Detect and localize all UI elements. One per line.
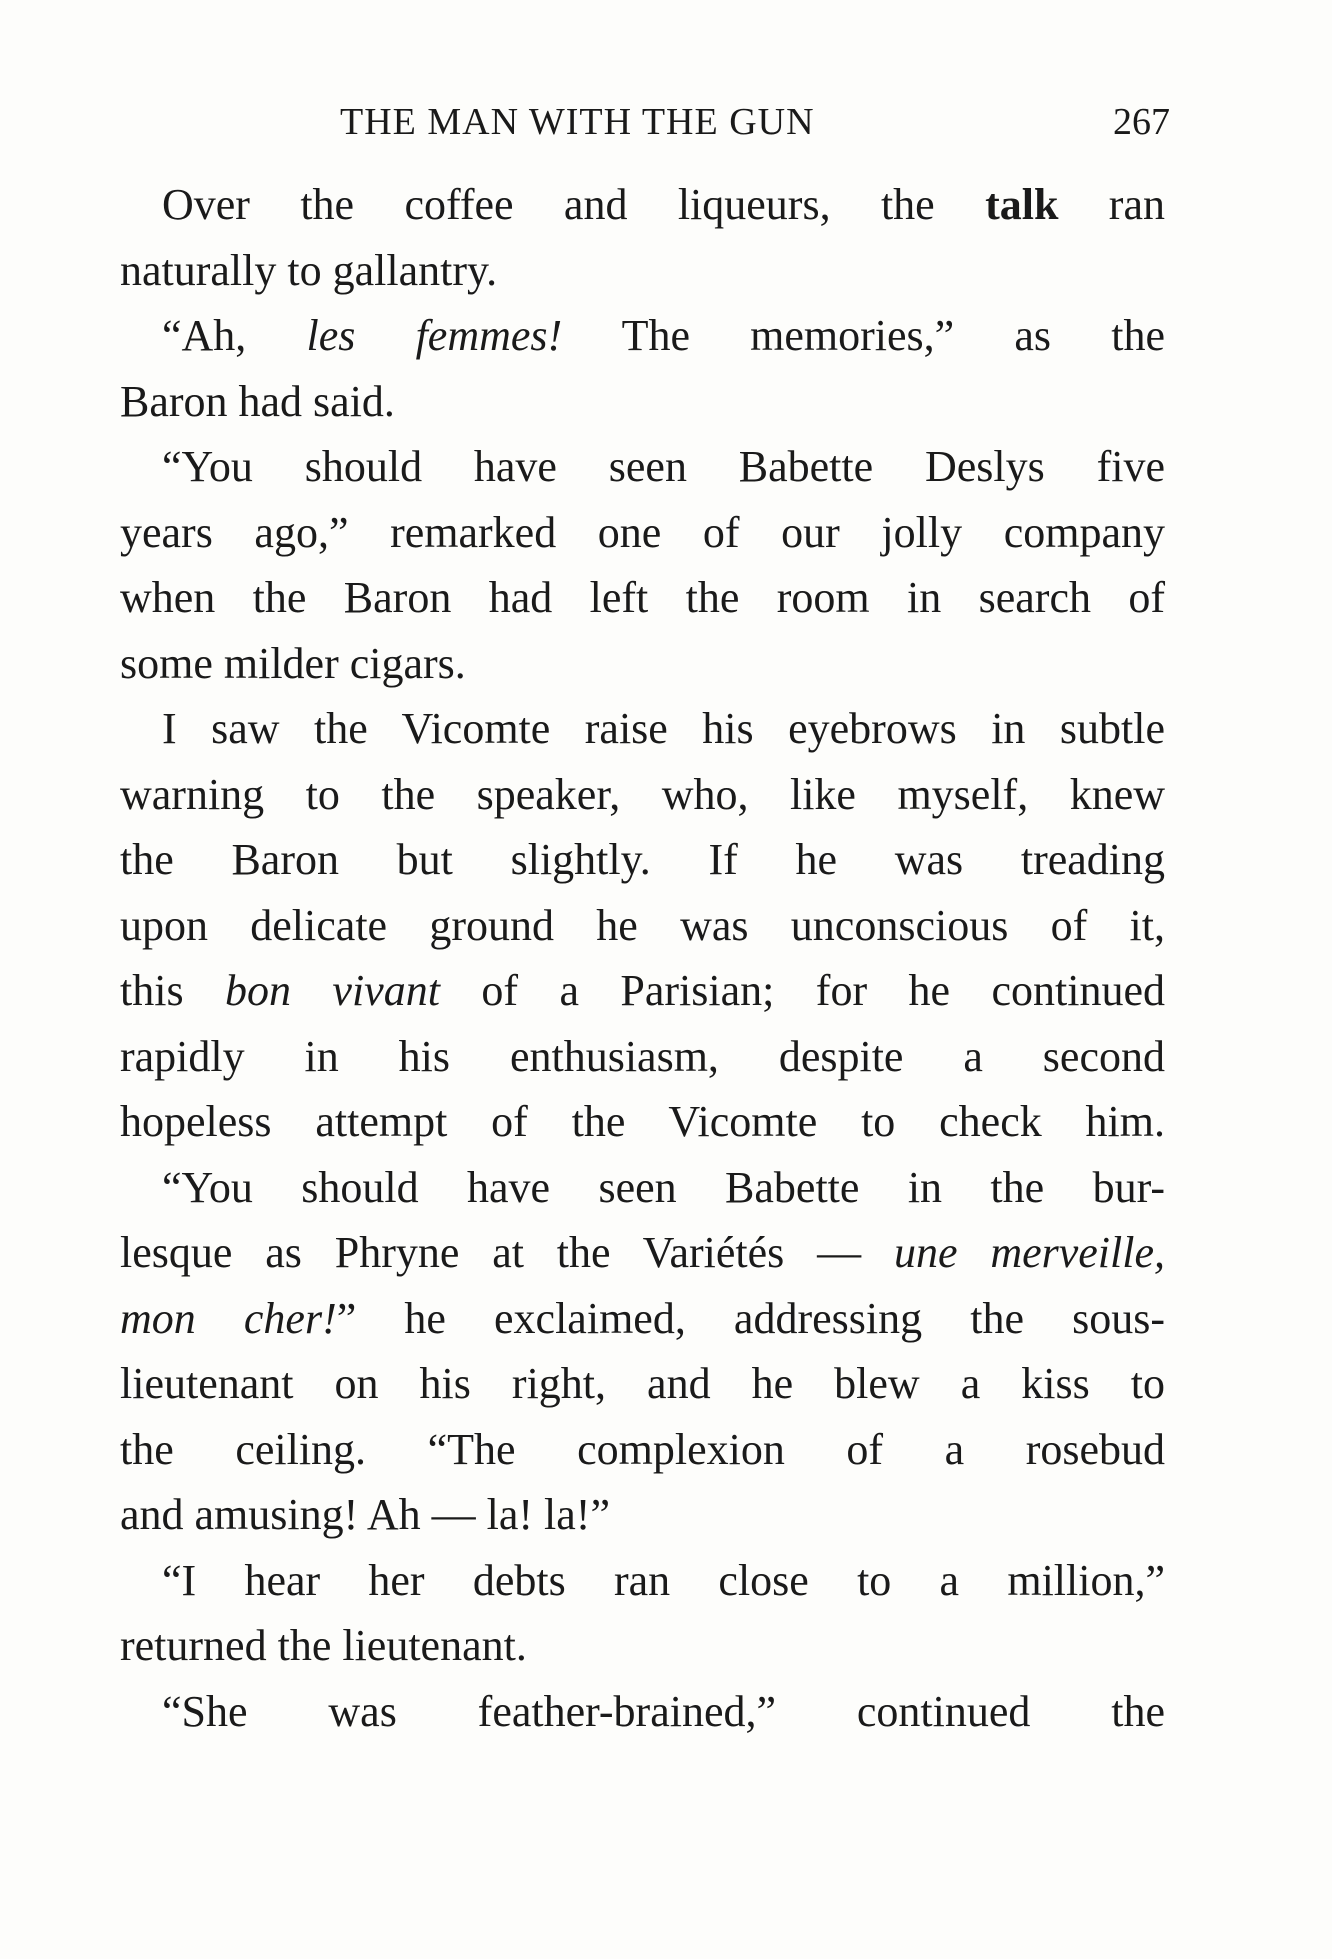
running-head [120,100,1170,160]
text-line: I saw the Vicomte raise his eyebrows in subtle [162,704,1165,753]
text-line: this bon vivant of a Parisian; for he continued [120,966,1165,1015]
text-line: naturally to gallantry. [120,245,498,295]
text-line: “I hear her debts ran close to a million,” [162,1555,1165,1605]
text-line: years ago,” remarked one of our jolly company [120,507,1165,557]
text-line: returned the lieutenant. [120,1621,527,1670]
text-line: lesque as Phryne at the Variétés — une merveille, [120,1228,1166,1277]
running-title: THE MAN WITH THE GUN [340,101,815,143]
text-line: “Ah, les femmes! The memories,” as the [162,311,1165,360]
text-line: mon cher!” he exclaimed, addressing the sous- [120,1293,1166,1343]
text-line: the ceiling. “The complexion of a rosebud [120,1424,1165,1474]
text-line: upon delicate ground he was unconscious of it, [120,900,1165,950]
page-number: 267 [1113,101,1170,143]
text-line: Baron had said. [120,376,395,426]
text-line: Over the coffee and liqueurs, the talk ran [162,180,1165,229]
text-line: lieutenant on his right, and he blew a kiss to [120,1359,1165,1408]
text-line: when the Baron had left the room in search of [120,573,1165,622]
text-line: hopeless attempt of the Vicomte to check him. [120,1097,1165,1146]
text-line: the Baron but slightly. If he was treading [120,835,1165,884]
body-text [120,172,1165,1744]
text-line: warning to the speaker, who, like myself, knew [120,769,1165,819]
text-line: some milder cigars. [120,638,466,688]
text-line: rapidly in his enthusiasm, despite a second [120,1031,1165,1081]
text-line: and amusing! Ah — la! la!” [120,1490,610,1539]
text-line: “You should have seen Babette in the bur- [162,1162,1165,1212]
text-line: “She was feather-brained,” continued the [162,1686,1165,1736]
text-line: “You should have seen Babette Deslys five [162,442,1165,491]
